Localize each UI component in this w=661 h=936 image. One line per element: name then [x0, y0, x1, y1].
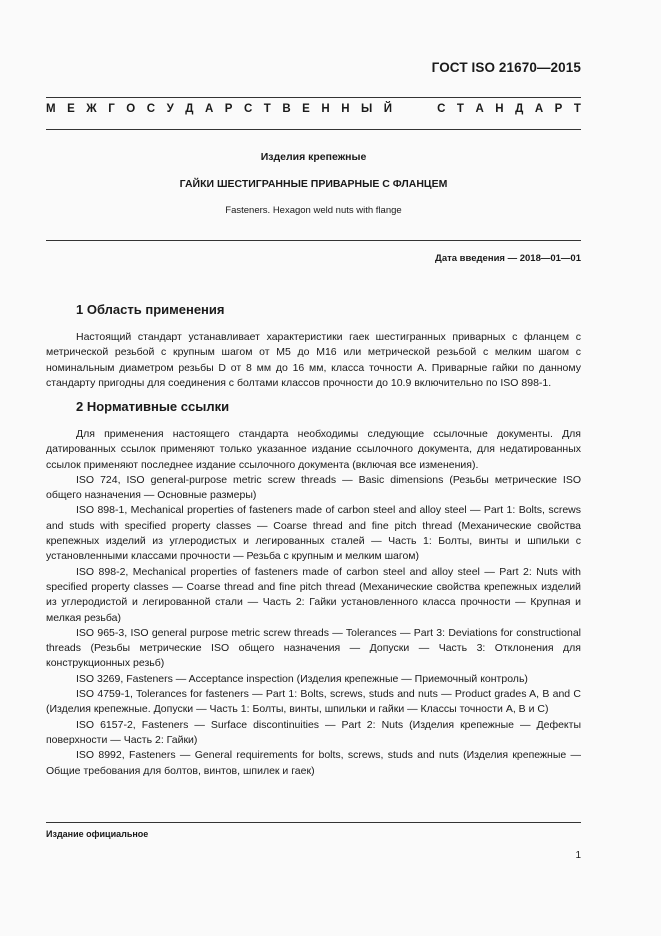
banner-letter: Т	[456, 103, 464, 115]
banner-letter: Т	[573, 103, 581, 115]
banner-letter: А	[204, 103, 214, 115]
header-rule-top	[46, 97, 581, 98]
banner-letter: О	[126, 103, 136, 115]
banner-letter: А	[475, 103, 484, 115]
banner-letter: Ж	[86, 103, 97, 115]
reference-iso-898-2: ISO 898-2, Mechanical properties of fasteners made of carbon steel and alloy steel — Part 2: Nuts with specified property classes — Coarse thread and fine pitch thread (Механические свойства крепежных изделий из углеродистой и легированной стали — Часть 2: Гайки установленного класса прочности — Крупная и мелкая резьба)	[46, 565, 581, 624]
banner-letter: Н	[495, 103, 504, 115]
word-gap	[404, 103, 426, 115]
document-subtitle: Изделия крепежные	[260, 151, 367, 163]
banner-letter: А	[534, 103, 544, 115]
banner-letter: Н	[321, 103, 330, 115]
reference-iso-724: ISO 724, ISO general-purpose metric screw threads — Basic dimensions (Резьбы метрические ISO общего назначения — Основные размеры)	[46, 473, 581, 502]
banner-letter: Г	[108, 103, 115, 115]
document-code: ГОСТ ISO 21670—2015	[431, 60, 581, 75]
reference-iso-6157-2: ISO 6157-2, Fasteners — Surface discontinuities — Part 2: Nuts (Изделия крепежные — Дефекты поверхности — Часть 2: Гайки)	[46, 718, 581, 746]
banner-letter: Т	[263, 103, 271, 115]
header-rule-bottom	[46, 129, 581, 130]
banner-letter: Р	[554, 103, 563, 115]
banner-letter: Н	[341, 103, 350, 115]
document-title-english: Fasteners. Hexagon weld nuts with flange	[225, 205, 402, 216]
banner-letter: С	[146, 103, 156, 115]
banner-letter: Е	[302, 103, 310, 115]
document-title: ГАЙКИ ШЕСТИГРАННЫЕ ПРИВАРНЫЕ С ФЛАНЦЕМ	[179, 178, 448, 190]
banner-letter: У	[166, 103, 174, 115]
section-2-body	[46, 427, 581, 779]
reference-iso-965-3: ISO 965-3, ISO general purpose metric screw threads — Tolerances — Part 3: Deviations for constructional threads (Резьбы метрические ISO общего назначения — Допуски — Часть 3: Отклонения для конструкционных резьб)	[46, 626, 581, 670]
interstate-standard-banner	[46, 103, 581, 115]
banner-letter: Р	[224, 103, 233, 115]
paragraph: Настоящий стандарт устанавливает характеристики гаек шестигранных приварных с фланцем с метрической резьбой с крупным шагом от M5 до M16 или метрической резьбой с мелким шагом с номинальным диаметром резьбы D от 8 мм до 16 мм, класса точности А. Приварные гайки по данному стандарту пригодны для соединения с болтами классов прочности до 10.9 включительно по ISO 898-1.	[46, 331, 581, 389]
section-1-body	[46, 330, 581, 391]
section-1-heading: 1 Область применения	[76, 302, 225, 317]
banner-letter: Й	[383, 103, 393, 115]
reference-iso-3269: ISO 3269, Fasteners — Acceptance inspection (Изделия крепежные — Приемочный контроль)	[76, 672, 528, 685]
title-rule	[46, 240, 581, 241]
reference-iso-4759-1: ISO 4759-1, Tolerances for fasteners — Part 1: Bolts, screws, studs and nuts — Product grades A, B and C (Изделия крепежные. Допуски — Часть 1: Болты, винты, шпильки и гайки — Классы точности А, В и С)	[46, 688, 581, 716]
banner-letter: Е	[67, 103, 75, 115]
banner-letter: Д	[515, 103, 524, 115]
banner-letter: С	[437, 103, 446, 115]
official-edition-note: Издание официальное	[46, 829, 149, 839]
banner-letter: М	[46, 103, 56, 115]
reference-iso-8992: ISO 8992, Fasteners — General requirements for bolts, screws, studs and nuts (Изделия крепежные — Общие требования для болтов, винтов, шпилек и гаек)	[46, 749, 581, 777]
banner-letter: В	[282, 103, 291, 115]
paragraph: Для применения настоящего стандарта необходимы следующие ссылочные документы. Для датированных ссылок применяют только указанное издание ссылочного документа, для недатированных ссылок применяют последнее издание ссылочного документа (включая все изменения).	[46, 428, 581, 471]
footer-rule	[46, 822, 581, 823]
banner-letter: Д	[185, 103, 194, 115]
banner-letter: Ы	[361, 103, 373, 115]
banner-letter: С	[243, 103, 253, 115]
introduction-date: Дата введения — 2018—01—01	[435, 253, 581, 264]
section-2-heading: 2 Нормативные ссылки	[76, 399, 230, 414]
reference-iso-898-1: ISO 898-1, Mechanical properties of fasteners made of carbon steel and alloy steel — Part 1: Bolts, screws and studs with specified property classes — Coarse thread and fine pitch thread (Механические свойства крепежных изделий из углеродистых и легированных сталей — Часть 1: Болты, винты и шпильки с установленными классами прочности — Резьба с крупным и мелким шагом)	[46, 504, 581, 563]
page-number: 1	[575, 850, 581, 861]
